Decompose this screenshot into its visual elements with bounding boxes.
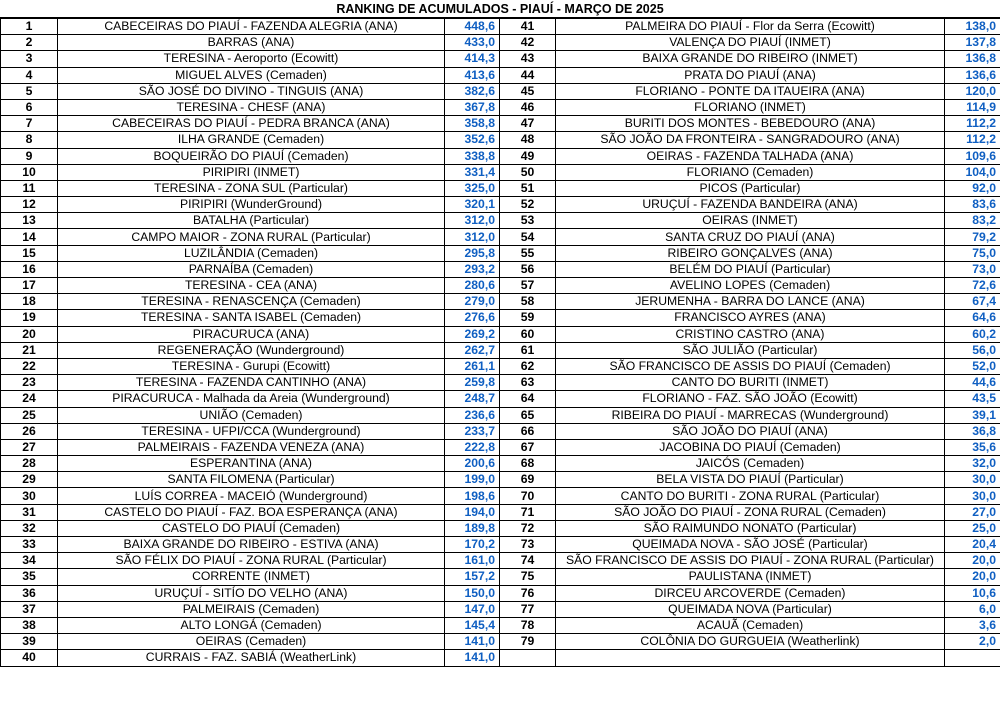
rank-position: 71: [500, 504, 556, 520]
rank-position: 43: [500, 51, 556, 67]
rainfall-value: 104,0: [945, 164, 1000, 180]
rank-position: 77: [500, 601, 556, 617]
station-name: MIGUEL ALVES (Cemaden): [58, 67, 445, 83]
rank-position: 75: [500, 569, 556, 585]
rank-position: 53: [500, 213, 556, 229]
station-name: LUÍS CORREA - MACEIÓ (Wunderground): [58, 488, 445, 504]
station-name: SANTA FILOMENA (Particular): [58, 472, 445, 488]
table-row: [1, 456, 1000, 472]
rank-position: 78: [500, 617, 556, 633]
table-row: [1, 342, 1000, 358]
rank-position: 72: [500, 520, 556, 536]
table-row: [1, 391, 1000, 407]
station-name: URUÇUÍ - SITÍO DO VELHO (ANA): [58, 585, 445, 601]
rainfall-value: 114,9: [945, 99, 1000, 115]
station-name: CASTELO DO PIAUÍ (Cemaden): [58, 520, 445, 536]
rank-position: 51: [500, 180, 556, 196]
station-name: CORRENTE (INMET): [58, 569, 445, 585]
station-name: LUZILÂNDIA (Cemaden): [58, 245, 445, 261]
rank-position: 69: [500, 472, 556, 488]
rainfall-value: 60,2: [945, 326, 1000, 342]
station-name: TERESINA - SANTA ISABEL (Cemaden): [58, 310, 445, 326]
rainfall-value: 233,7: [445, 423, 500, 439]
rank-position: 68: [500, 456, 556, 472]
table-row: [1, 116, 1000, 132]
station-name: FRANCISCO AYRES (ANA): [556, 310, 945, 326]
station-name: TERESINA - Gurupi (Ecowitt): [58, 358, 445, 374]
rainfall-value: 137,8: [945, 35, 1000, 51]
rainfall-value: 138,0: [945, 19, 1000, 35]
rainfall-value: 194,0: [445, 504, 500, 520]
rank-position: 52: [500, 197, 556, 213]
station-name: SANTA CRUZ DO PIAUÍ (ANA): [556, 229, 945, 245]
table-row: [1, 229, 1000, 245]
rainfall-value: 72,6: [945, 278, 1000, 294]
rank-position: 19: [1, 310, 58, 326]
rainfall-value: 352,6: [445, 132, 500, 148]
rainfall-value: 141,0: [445, 650, 500, 666]
table-row: [1, 407, 1000, 423]
table-row: [1, 326, 1000, 342]
rainfall-value: 280,6: [445, 278, 500, 294]
table-row: [1, 261, 1000, 277]
table-row: [1, 132, 1000, 148]
rank-position: 5: [1, 83, 58, 99]
station-name: JAICÓS (Cemaden): [556, 456, 945, 472]
rainfall-value: 170,2: [445, 537, 500, 553]
table-row: [1, 294, 1000, 310]
table-row: [1, 310, 1000, 326]
rainfall-value: 112,2: [945, 116, 1000, 132]
station-name: FLORIANO (Cemaden): [556, 164, 945, 180]
table-row: [1, 601, 1000, 617]
station-name: VALENÇA DO PIAUÍ (INMET): [556, 35, 945, 51]
station-name: PALMEIRA DO PIAUÍ - Flor da Serra (Ecowitt): [556, 19, 945, 35]
rainfall-value: 433,0: [445, 35, 500, 51]
rank-position: 14: [1, 229, 58, 245]
station-name: PARNAÍBA (Cemaden): [58, 261, 445, 277]
station-name: TERESINA - CEA (ANA): [58, 278, 445, 294]
rank-position: 36: [1, 585, 58, 601]
station-name: SÃO JULIÃO (Particular): [556, 342, 945, 358]
table-row: [1, 148, 1000, 164]
table-row: [1, 520, 1000, 536]
rainfall-value: 325,0: [445, 180, 500, 196]
rank-position: 50: [500, 164, 556, 180]
rank-position: 3: [1, 51, 58, 67]
rainfall-value: 39,1: [945, 407, 1000, 423]
rainfall-value: 75,0: [945, 245, 1000, 261]
rank-position: 27: [1, 439, 58, 455]
station-name: RIBEIRA DO PIAUÍ - MARRECAS (Wunderground): [556, 407, 945, 423]
table-row: [1, 67, 1000, 83]
rank-position: 67: [500, 439, 556, 455]
rainfall-value: 358,8: [445, 116, 500, 132]
rainfall-value: 295,8: [445, 245, 500, 261]
station-name: CABECEIRAS DO PIAUÍ - FAZENDA ALEGRIA (ANA): [58, 19, 445, 35]
table-row: [1, 51, 1000, 67]
rainfall-value: 312,0: [445, 213, 500, 229]
rainfall-value: 279,0: [445, 294, 500, 310]
table-row: [1, 278, 1000, 294]
rainfall-value: 67,4: [945, 294, 1000, 310]
station-name: CANTO DO BURITI (INMET): [556, 375, 945, 391]
table-row: [1, 19, 1000, 35]
station-name: OEIRAS (INMET): [556, 213, 945, 229]
station-name: TERESINA - UFPI/CCA (Wunderground): [58, 423, 445, 439]
rank-position: 61: [500, 342, 556, 358]
station-name: QUEIMADA NOVA (Particular): [556, 601, 945, 617]
rank-position: 7: [1, 116, 58, 132]
rank-position: 25: [1, 407, 58, 423]
rainfall-value: 331,4: [445, 164, 500, 180]
rank-position: 42: [500, 35, 556, 51]
rainfall-value: 382,6: [445, 83, 500, 99]
station-name: PRATA DO PIAUÍ (ANA): [556, 67, 945, 83]
rainfall-value: 414,3: [445, 51, 500, 67]
station-name: BAIXA GRANDE DO RIBEIRO - ESTIVA (ANA): [58, 537, 445, 553]
station-name: AVELINO LOPES (Cemaden): [556, 278, 945, 294]
station-name: SÃO RAIMUNDO NONATO (Particular): [556, 520, 945, 536]
station-name: UNIÃO (Cemaden): [58, 407, 445, 423]
table-row: [1, 634, 1000, 650]
rainfall-value: 43,5: [945, 391, 1000, 407]
rank-position: 15: [1, 245, 58, 261]
station-name: QUEIMADA NOVA - SÃO JOSÉ (Particular): [556, 537, 945, 553]
rainfall-value: 83,2: [945, 213, 1000, 229]
rainfall-value: 25,0: [945, 520, 1000, 536]
rank-position: 29: [1, 472, 58, 488]
rank-position: 28: [1, 456, 58, 472]
rainfall-value: 147,0: [445, 601, 500, 617]
rank-position: 26: [1, 423, 58, 439]
ranking-table: [0, 18, 1000, 667]
rainfall-value: 145,4: [445, 617, 500, 633]
rainfall-value: 222,8: [445, 439, 500, 455]
station-name: FLORIANO (INMET): [556, 99, 945, 115]
table-row: [1, 472, 1000, 488]
rank-position: 63: [500, 375, 556, 391]
station-name: OEIRAS (Cemaden): [58, 634, 445, 650]
rank-position: 70: [500, 488, 556, 504]
station-name: URUÇUÍ - FAZENDA BANDEIRA (ANA): [556, 197, 945, 213]
rainfall-value: 259,8: [445, 375, 500, 391]
rank-position: 1: [1, 19, 58, 35]
rainfall-value: 320,1: [445, 197, 500, 213]
table-row: [1, 164, 1000, 180]
rank-position: 54: [500, 229, 556, 245]
table-row: [1, 553, 1000, 569]
rank-position: 58: [500, 294, 556, 310]
rank-position: 10: [1, 164, 58, 180]
station-name: SÃO JOÃO DO PIAUÍ (ANA): [556, 423, 945, 439]
rank-position: 74: [500, 553, 556, 569]
station-name: TERESINA - RENASCENÇA (Cemaden): [58, 294, 445, 310]
station-name: ALTO LONGÁ (Cemaden): [58, 617, 445, 633]
station-name: [556, 650, 945, 666]
station-name: SÃO JOÃO DO PIAUÍ - ZONA RURAL (Cemaden): [556, 504, 945, 520]
rainfall-value: 136,8: [945, 51, 1000, 67]
station-name: CURRAIS - FAZ. SABIÁ (WeatherLink): [58, 650, 445, 666]
table-row: [1, 569, 1000, 585]
rainfall-value: 56,0: [945, 342, 1000, 358]
rainfall-value: 150,0: [445, 585, 500, 601]
station-name: TERESINA - Aeroporto (Ecowitt): [58, 51, 445, 67]
table-row: [1, 83, 1000, 99]
rank-position: 56: [500, 261, 556, 277]
station-name: ILHA GRANDE (Cemaden): [58, 132, 445, 148]
table-row: [1, 650, 1000, 666]
rainfall-value: 35,6: [945, 439, 1000, 455]
station-name: PIRIPIRI (WunderGround): [58, 197, 445, 213]
rank-position: 65: [500, 407, 556, 423]
rainfall-value: 92,0: [945, 180, 1000, 196]
rainfall-value: 189,8: [445, 520, 500, 536]
rainfall-value: 120,0: [945, 83, 1000, 99]
rainfall-value: 236,6: [445, 407, 500, 423]
rainfall-value: 338,8: [445, 148, 500, 164]
rank-position: 32: [1, 520, 58, 536]
station-name: CRISTINO CASTRO (ANA): [556, 326, 945, 342]
rank-position: 49: [500, 148, 556, 164]
rainfall-value: 27,0: [945, 504, 1000, 520]
rank-position: 60: [500, 326, 556, 342]
rank-position: 22: [1, 358, 58, 374]
station-name: SÃO FRANCISCO DE ASSIS DO PIAUÍ (Cemaden): [556, 358, 945, 374]
table-row: [1, 537, 1000, 553]
rank-position: 38: [1, 617, 58, 633]
station-name: DIRCEU ARCOVERDE (Cemaden): [556, 585, 945, 601]
rainfall-value: 30,0: [945, 472, 1000, 488]
rainfall-value: 64,6: [945, 310, 1000, 326]
table-row: [1, 423, 1000, 439]
rainfall-value: 109,6: [945, 148, 1000, 164]
rainfall-value: 200,6: [445, 456, 500, 472]
station-name: BATALHA (Particular): [58, 213, 445, 229]
station-name: SÃO FRANCISCO DE ASSIS DO PIAUÍ - ZONA RURAL (Particular): [556, 553, 945, 569]
rainfall-value: 44,6: [945, 375, 1000, 391]
rank-position: 37: [1, 601, 58, 617]
station-name: CANTO DO BURITI - ZONA RURAL (Particular): [556, 488, 945, 504]
rank-position: 13: [1, 213, 58, 229]
station-name: PALMEIRAIS - FAZENDA VENEZA (ANA): [58, 439, 445, 455]
station-name: BELA VISTA DO PIAUÍ (Particular): [556, 472, 945, 488]
rank-position: 6: [1, 99, 58, 115]
rainfall-value: 157,2: [445, 569, 500, 585]
station-name: PIRACURUCA (ANA): [58, 326, 445, 342]
station-name: FLORIANO - PONTE DA ITAUEIRA (ANA): [556, 83, 945, 99]
station-name: BARRAS (ANA): [58, 35, 445, 51]
rainfall-value: 3,6: [945, 617, 1000, 633]
rank-position: 18: [1, 294, 58, 310]
station-name: TERESINA - ZONA SUL (Particular): [58, 180, 445, 196]
rank-position: 55: [500, 245, 556, 261]
table-row: [1, 99, 1000, 115]
rank-position: 23: [1, 375, 58, 391]
rainfall-value: 20,0: [945, 553, 1000, 569]
station-name: FLORIANO - FAZ. SÃO JOÃO (Ecowitt): [556, 391, 945, 407]
rainfall-value: 198,6: [445, 488, 500, 504]
rainfall-value: 261,1: [445, 358, 500, 374]
rank-position: 39: [1, 634, 58, 650]
rainfall-value: 52,0: [945, 358, 1000, 374]
station-name: OEIRAS - FAZENDA TALHADA (ANA): [556, 148, 945, 164]
page-title: RANKING DE ACUMULADOS - PIAUÍ - MARÇO DE 2025: [0, 0, 1000, 18]
station-name: SÃO FÉLIX DO PIAUÍ - ZONA RURAL (Particular): [58, 553, 445, 569]
rank-position: 41: [500, 19, 556, 35]
station-name: BELÉM DO PIAUÍ (Particular): [556, 261, 945, 277]
rainfall-value: 6,0: [945, 601, 1000, 617]
table-row: [1, 245, 1000, 261]
rainfall-value: 30,0: [945, 488, 1000, 504]
station-name: ESPERANTINA (ANA): [58, 456, 445, 472]
station-name: BURITI DOS MONTES - BEBEDOURO (ANA): [556, 116, 945, 132]
rainfall-value: 262,7: [445, 342, 500, 358]
station-name: CASTELO DO PIAUÍ - FAZ. BOA ESPERANÇA (ANA): [58, 504, 445, 520]
station-name: PICOS (Particular): [556, 180, 945, 196]
station-name: PAULISTANA (INMET): [556, 569, 945, 585]
station-name: PIRIPIRI (INMET): [58, 164, 445, 180]
station-name: TERESINA - FAZENDA CANTINHO (ANA): [58, 375, 445, 391]
table-row: [1, 488, 1000, 504]
rainfall-value: 161,0: [445, 553, 500, 569]
rank-position: 21: [1, 342, 58, 358]
rank-position: 66: [500, 423, 556, 439]
rainfall-value: 276,6: [445, 310, 500, 326]
station-name: CABECEIRAS DO PIAUÍ - PEDRA BRANCA (ANA): [58, 116, 445, 132]
rank-position: 46: [500, 99, 556, 115]
rank-position: 73: [500, 537, 556, 553]
station-name: SÃO JOSÉ DO DIVINO - TINGUIS (ANA): [58, 83, 445, 99]
table-row: [1, 180, 1000, 196]
rainfall-value: 141,0: [445, 634, 500, 650]
table-row: [1, 504, 1000, 520]
table-row: [1, 375, 1000, 391]
station-name: COLÔNIA DO GURGUEIA (Weatherlink): [556, 634, 945, 650]
station-name: JERUMENHA - BARRA DO LANCE (ANA): [556, 294, 945, 310]
rainfall-value: 112,2: [945, 132, 1000, 148]
rank-position: 79: [500, 634, 556, 650]
rank-position: 11: [1, 180, 58, 196]
rainfall-value: 413,6: [445, 67, 500, 83]
rank-position: 17: [1, 278, 58, 294]
station-name: SÃO JOÃO DA FRONTEIRA - SANGRADOURO (ANA): [556, 132, 945, 148]
rainfall-value: 269,2: [445, 326, 500, 342]
station-name: BAIXA GRANDE DO RIBEIRO (INMET): [556, 51, 945, 67]
ranking-table-body: [1, 19, 1000, 667]
table-row: [1, 213, 1000, 229]
rank-position: 59: [500, 310, 556, 326]
rainfall-value: 248,7: [445, 391, 500, 407]
rainfall-value: 367,8: [445, 99, 500, 115]
rank-position: 30: [1, 488, 58, 504]
rank-position: 16: [1, 261, 58, 277]
table-row: [1, 617, 1000, 633]
station-name: CAMPO MAIOR - ZONA RURAL (Particular): [58, 229, 445, 245]
rank-position: 8: [1, 132, 58, 148]
station-name: PIRACURUCA - Malhada da Areia (Wunderground): [58, 391, 445, 407]
station-name: REGENERAÇÃO (Wunderground): [58, 342, 445, 358]
rank-position: 45: [500, 83, 556, 99]
table-row: [1, 35, 1000, 51]
rainfall-value: 32,0: [945, 456, 1000, 472]
rainfall-value: 10,6: [945, 585, 1000, 601]
rainfall-value: 312,0: [445, 229, 500, 245]
rainfall-value: 448,6: [445, 19, 500, 35]
rainfall-value: 20,0: [945, 569, 1000, 585]
station-name: ACAUÃ (Cemaden): [556, 617, 945, 633]
rainfall-value: 199,0: [445, 472, 500, 488]
rank-position: 24: [1, 391, 58, 407]
rainfall-value: 36,8: [945, 423, 1000, 439]
rank-position: 4: [1, 67, 58, 83]
rank-position: 48: [500, 132, 556, 148]
table-row: [1, 197, 1000, 213]
rank-position: 35: [1, 569, 58, 585]
station-name: JACOBINA DO PIAUÍ (Cemaden): [556, 439, 945, 455]
table-row: [1, 439, 1000, 455]
table-row: [1, 358, 1000, 374]
rainfall-value: 136,6: [945, 67, 1000, 83]
station-name: TERESINA - CHESF (ANA): [58, 99, 445, 115]
rainfall-value: [945, 650, 1000, 666]
station-name: PALMEIRAIS (Cemaden): [58, 601, 445, 617]
rank-position: 64: [500, 391, 556, 407]
rainfall-value: 83,6: [945, 197, 1000, 213]
rank-position: 2: [1, 35, 58, 51]
rainfall-value: 79,2: [945, 229, 1000, 245]
rainfall-value: 20,4: [945, 537, 1000, 553]
rainfall-value: 2,0: [945, 634, 1000, 650]
rank-position: 40: [1, 650, 58, 666]
rainfall-value: 293,2: [445, 261, 500, 277]
rank-position: 57: [500, 278, 556, 294]
rank-position: 9: [1, 148, 58, 164]
table-row: [1, 585, 1000, 601]
rank-position: [500, 650, 556, 666]
rank-position: 31: [1, 504, 58, 520]
station-name: BOQUEIRÃO DO PIAUÍ (Cemaden): [58, 148, 445, 164]
rank-position: 34: [1, 553, 58, 569]
rank-position: 76: [500, 585, 556, 601]
rainfall-value: 73,0: [945, 261, 1000, 277]
rank-position: 44: [500, 67, 556, 83]
rank-position: 20: [1, 326, 58, 342]
station-name: RIBEIRO GONÇALVES (ANA): [556, 245, 945, 261]
rank-position: 33: [1, 537, 58, 553]
rank-position: 47: [500, 116, 556, 132]
rank-position: 12: [1, 197, 58, 213]
rank-position: 62: [500, 358, 556, 374]
